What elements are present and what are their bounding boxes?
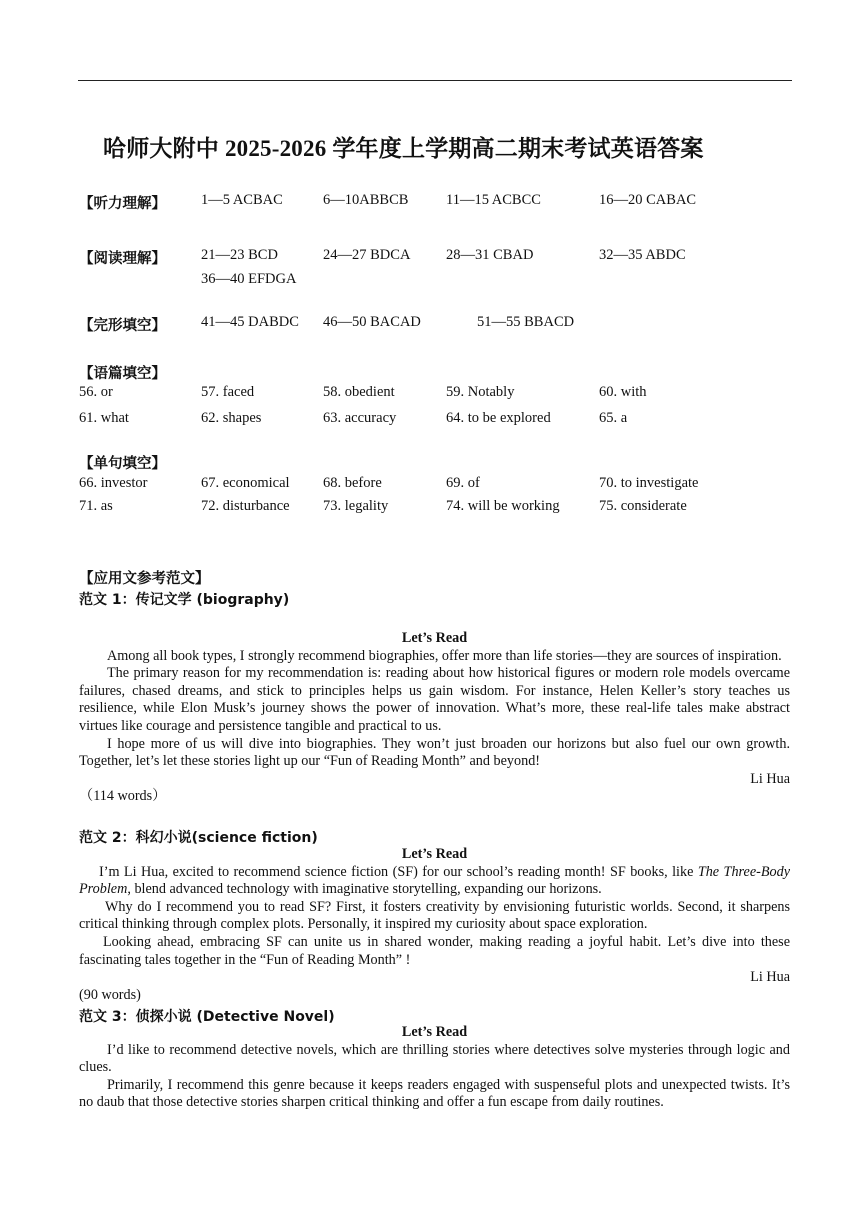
answer-item: 60. with (599, 384, 647, 400)
answer-group: 6—10ABBCB (323, 192, 409, 208)
answer-group: 1—5 ACBAC (201, 192, 283, 208)
answer-group: 41—45 DABDC (201, 314, 299, 330)
essay-paragraph: The primary reason for my recommendation is: reading about how historical figures or modern role models overcame failures, chased dreams, and stick to principles helps us gain wisdom. For instance, Helen Keller’s story teaches us resilience, while Elon Musk’s journey shows the power of innovation. What’s more, these real-life tales make abstract virtues like courage and persistence tangible and practical to us. (79, 665, 790, 734)
answer-item: 59. Notably (446, 384, 515, 400)
essay-paragraph: Looking ahead, embracing SF can unite us in shared wonder, making reading a joyful habit. Let’s dive into these fascinating tales together in the “Fun of Reading Month” ! (79, 933, 790, 968)
answer-item: 73. legality (323, 498, 389, 514)
answer-group: 28—31 CBAD (446, 247, 534, 263)
answer-group: 21—23 BCD (201, 247, 278, 263)
answer-item: 61. what (79, 410, 129, 426)
essay-paragraph: Why do I recommend you to read SF? First, it fosters creativity by envisioning futuristic worlds. Second, it sharpens critical thinking through complex plots. Personally, it inspired my curiosity about space exploration. (79, 898, 790, 933)
answer-item: 68. before (323, 475, 382, 491)
answer-group: 51—55 BBACD (477, 314, 575, 330)
answer-item: 72. disturbance (201, 498, 290, 514)
section-label-reading: 【阅读理解】 (79, 251, 166, 267)
answer-item: 56. or (79, 384, 113, 400)
answer-item: 67. economical (201, 475, 290, 491)
answer-group: 16—20 CABAC (599, 192, 697, 208)
answer-item: 63. accuracy (323, 410, 397, 426)
sample-essay-2 (79, 846, 790, 1004)
answer-item: 74. will be working (446, 498, 560, 514)
essay-paragraph: Primarily, I recommend this genre because it keeps readers engaged with suspenseful plots and unexpected twists. It’s no daub that those detective stories sharpen critical thinking and offer a fun escape from daily routines. (79, 1076, 790, 1111)
essay-word-count: （114 words） (79, 788, 167, 805)
sample-heading: 范文 2：科幻小说(science fiction) (79, 830, 318, 846)
sample-essay-3 (79, 1024, 790, 1112)
answer-item: 62. shapes (201, 410, 262, 426)
section-label-writing: 【应用文参考范文】 (79, 571, 210, 587)
answer-item: 58. obedient (323, 384, 395, 400)
essay-signature: Li Hua (750, 969, 790, 986)
sample-heading: 范文 1：传记文学 (biography) (79, 592, 290, 608)
essay-signature: Li Hua (750, 770, 790, 787)
top-rule (78, 80, 792, 81)
answer-item: 57. faced (201, 384, 255, 400)
sample-essay-1 (79, 630, 790, 806)
essay-paragraph: I hope more of us will dive into biographies. They won’t just broaden our horizons but also fuel our own growth. Together, let’s let these stories light up our “Fun of Reading Month” and beyond! (79, 735, 790, 770)
answer-item: 64. to be explored (446, 410, 551, 426)
sample-heading: 范文 3：侦探小说 (Detective Novel) (79, 1009, 335, 1025)
answer-group: 11—15 ACBCC (446, 192, 541, 208)
answer-item: 70. to investigate (599, 475, 699, 491)
answer-item: 71. as (79, 498, 113, 514)
answer-item: 66. investor (79, 475, 148, 491)
section-label-listening: 【听力理解】 (79, 196, 166, 212)
essay-text: I’m Li Hua, excited to recommend science fiction (SF) for our school’s reading month! SF books, like (99, 863, 698, 880)
answer-item: 75. considerate (599, 498, 687, 514)
essay-paragraph (79, 864, 790, 899)
section-label-sentence-fill: 【单句填空】 (79, 456, 166, 472)
answer-item: 65. a (599, 410, 628, 426)
page-title: 哈师大附中 2025-2026 学年度上学期高二期末考试英语答案 (103, 136, 704, 161)
answer-group: 46—50 BACAD (323, 314, 421, 330)
section-label-grammar-fill: 【语篇填空】 (79, 366, 166, 382)
section-label-cloze: 【完形填空】 (79, 318, 166, 334)
essay-paragraph: I’d like to recommend detective novels, which are thrilling stories where detectives solve mysteries through logic and clues. (79, 1041, 790, 1076)
answer-item: 69. of (446, 475, 480, 491)
essay-text: , blend advanced technology with imaginative storytelling, expanding our horizons. (127, 881, 602, 898)
answer-group: 36—40 EFDGA (201, 271, 297, 287)
book-title: The Three-Body Problem (79, 863, 791, 898)
answer-group: 32—35 ABDC (599, 247, 686, 263)
essay-title: Let’s Read (401, 846, 468, 862)
answer-group: 24—27 BDCA (323, 247, 411, 263)
essay-word-count: (90 words) (79, 986, 141, 1003)
essay-title: Let’s Read (401, 1024, 468, 1040)
essay-title: Let’s Read (401, 630, 468, 646)
essay-paragraph: Among all book types, I strongly recommend biographies, offer more than life stories—they are sources of inspiration. (107, 647, 782, 664)
